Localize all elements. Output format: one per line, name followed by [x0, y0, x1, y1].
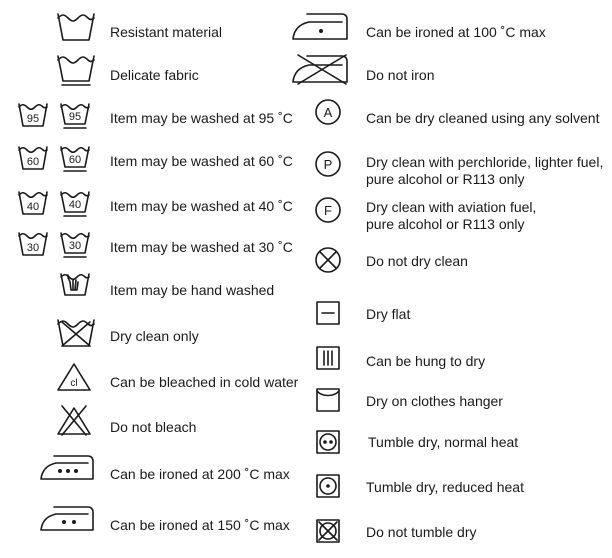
wash-40-icon: [18, 190, 48, 216]
hand-wash-label: Item may be hand washed: [110, 282, 275, 298]
dry-clean-f-label-1: Dry clean with aviation fuel,: [366, 199, 537, 215]
dry-flat-label: Dry flat: [366, 306, 411, 322]
tumble-normal-label: Tumble dry, normal heat: [368, 434, 519, 450]
wash-30-delicate-temp: 30: [68, 240, 82, 252]
dry-clean-only-label: Dry clean only: [110, 328, 199, 344]
no-tumble-label: Do not tumble dry: [366, 524, 477, 540]
hung-to-dry-label: Can be hung to dry: [366, 353, 486, 369]
line-dry-icon: [316, 346, 340, 370]
hand-wash-icon: [60, 270, 90, 298]
wash-30-label: Item may be washed at 30 ˚C: [110, 239, 293, 255]
no-bleach-label: Do not bleach: [110, 419, 197, 435]
dry-clean-any-label: Can be dry cleaned using any solvent: [366, 110, 600, 126]
no-iron-icon: [290, 52, 350, 86]
wash-95-icon: [18, 102, 48, 128]
tumble-reduced-label: Tumble dry, reduced heat: [366, 479, 524, 495]
no-dry-clean-label: Do not dry clean: [366, 253, 468, 269]
dry-clean-f-icon: [314, 196, 342, 224]
wash-30-delicate-icon: [60, 231, 90, 259]
dry-flat-icon: [316, 301, 340, 325]
no-tumble-icon: [316, 519, 340, 543]
no-dry-clean-icon: [314, 246, 342, 274]
dry-clean-a-glyph: A: [323, 105, 333, 120]
bleach-cold-label: Can be bleached in cold water: [110, 374, 299, 390]
wash-95-label: Item may be washed at 95 ˚C: [110, 110, 293, 126]
wash-30-temp: 30: [26, 242, 40, 254]
delicate-fabric-label: Delicate fabric: [110, 67, 199, 83]
hanger-label: Dry on clothes hanger: [366, 393, 503, 409]
dry-clean-p-glyph: P: [323, 157, 333, 172]
wash-60-label: Item may be washed at 60 ˚C: [110, 153, 293, 169]
iron-150-label: Can be ironed at 150 ˚C max: [110, 517, 290, 533]
iron-two-dots-icon: [38, 503, 96, 533]
wash-95-delicate-icon: [60, 102, 90, 130]
iron-100-label: Can be ironed at 100 ˚C max: [366, 24, 546, 40]
wash-95-temp: 95: [26, 113, 40, 125]
resistant-material-label: Resistant material: [110, 24, 223, 40]
tumble-normal-icon: [316, 430, 340, 454]
dry-clean-p-label-2: pure alcohol or R113 only: [366, 171, 525, 187]
hanger-dry-icon: [316, 388, 340, 412]
wash-40-label: Item may be washed at 40 ˚C: [110, 198, 293, 214]
no-bleach-icon: [56, 402, 92, 436]
bleach-triangle-icon: [56, 362, 92, 392]
wash-40-delicate-temp: 40: [68, 199, 82, 211]
bleach-glyph: cl: [70, 378, 78, 389]
no-iron-label: Do not iron: [366, 67, 435, 83]
wash-tub-icon: [56, 12, 96, 42]
wash-60-delicate-icon: [60, 145, 90, 173]
do-not-wash-icon: [56, 318, 96, 348]
wash-40-delicate-icon: [60, 190, 90, 218]
wash-60-icon: [18, 145, 48, 171]
iron-200-label: Can be ironed at 200 ˚C max: [110, 466, 290, 482]
dry-clean-p-label-1: Dry clean with perchloride, lighter fuel,: [366, 154, 604, 170]
wash-60-delicate-temp: 60: [68, 154, 82, 166]
wash-40-temp: 40: [26, 201, 40, 213]
dry-clean-a-icon: [314, 98, 342, 126]
dry-clean-p-icon: [314, 150, 342, 178]
dry-clean-f-glyph: F: [324, 203, 332, 218]
delicate-wash-tub-icon: [56, 54, 96, 88]
dry-clean-f-label-2: pure alcohol or R113 only: [366, 216, 525, 232]
tumble-reduced-icon: [316, 474, 340, 498]
wash-60-temp: 60: [26, 156, 40, 168]
iron-three-dots-icon: [38, 452, 96, 482]
wash-30-icon: [18, 231, 48, 257]
wash-95-delicate-temp: 95: [68, 111, 82, 123]
iron-one-dot-icon: [290, 10, 350, 42]
